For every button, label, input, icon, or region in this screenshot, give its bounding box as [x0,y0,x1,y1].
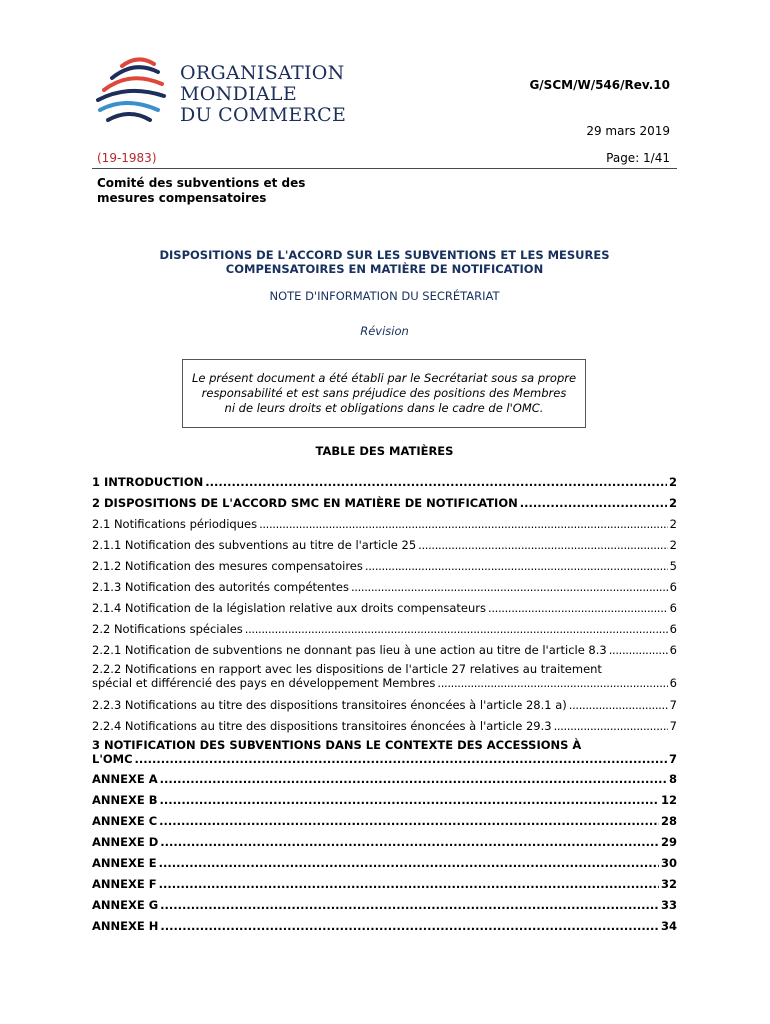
document-symbol: G/SCM/W/546/Rev.10 [529,78,670,92]
page-number: Page: 1/41 [606,151,670,165]
toc-entry-text: 2 DISPOSITIONS DE L'ACCORD SMC EN MATIÈRE DE NOTIFICATION [92,496,518,510]
toc-entry[interactable] [92,856,677,870]
toc-entry[interactable] [92,538,677,552]
toc-leader [520,496,667,510]
toc-entry-page: 12 [660,793,677,807]
disclaimer-line2: responsabilité et est sans préjudice des positions des Membres [201,386,567,400]
header-divider [92,168,677,169]
toc-entry-page: 28 [660,814,677,828]
toc-entry[interactable] [92,793,677,807]
toc-entry-text: 2.2.1 Notification de subventions ne donnant pas lieu à une action au titre de l'article 8.3 [92,643,607,657]
disclaimer-box [182,359,586,428]
committee-name [97,176,305,206]
organization-name [180,63,346,126]
toc-entry[interactable] [92,835,677,849]
toc-entry[interactable] [92,738,677,766]
toc-entry-page: 30 [660,856,677,870]
document-subtitle: NOTE D'INFORMATION DU SECRÉTARIAT [269,289,500,303]
toc-leader [554,719,668,733]
toc-entry[interactable] [92,772,677,786]
toc-entry-text: ANNEXE C [92,814,158,828]
toc-entry-page: 2 [669,517,677,531]
org-name-line1: ORGANISATION [180,62,345,84]
toc-entry-page: 6 [669,580,677,594]
toc-leader [159,856,659,870]
toc-entry[interactable] [92,719,677,733]
toc-entry[interactable] [92,580,677,594]
toc-entry-text: ANNEXE F [92,877,157,891]
toc-entry-text: 2.1.1 Notification des subventions au titre de l'article 25 [92,538,417,552]
toc-entry-text: 2.2.3 Notifications au titre des dispositions transitoires énoncées à l'article 28.1 a) [92,698,567,712]
toc-entry[interactable] [92,496,677,510]
toc-leader [160,772,667,786]
toc-entry-page: 2 [669,538,677,552]
toc-entry[interactable] [92,643,677,657]
toc-entry-page: 6 [669,601,677,615]
toc-entry-text: ANNEXE D [92,835,159,849]
toc-leader [488,601,668,615]
toc-leader [609,643,668,657]
org-name-line2: MONDIALE [180,83,298,105]
toc-entry-text: ANNEXE G [92,898,159,912]
toc-entry-page: 7 [668,752,677,766]
title-line1: DISPOSITIONS DE L'ACCORD SUR LES SUBVENTIONS ET LES MESURES [159,248,610,262]
toc-entry-text: 2.2.4 Notifications au titre des dispositions transitoires énoncées à l'article 29.3 [92,719,552,733]
disclaimer-line1: Le présent document a été établi par le Secrétariat sous sa propre [191,371,577,385]
toc-entry-text: 2.2 Notifications spéciales [92,622,243,636]
toc-entry-text: 1 INTRODUCTION [92,475,204,489]
toc-entry-page: 29 [660,835,677,849]
toc-entry[interactable] [92,601,677,615]
committee-line1: Comité des subventions et des [97,176,306,190]
wto-logo-icon [92,56,168,128]
toc-entry-page: 5 [669,559,677,573]
toc-leader [160,835,659,849]
document-reference: (19-1983) [97,151,157,165]
toc-leader [365,559,668,573]
toc-leader [418,538,668,552]
toc-leader [160,793,659,807]
toc-leader [160,919,659,933]
toc-entry-text: ANNEXE A [92,772,158,786]
toc-entry-text-line1: 3 NOTIFICATION DES SUBVENTIONS DANS LE CONTEXTE DES ACCESSIONS À [92,738,582,752]
toc-entry-text: ANNEXE B [92,793,158,807]
title-line2: COMPENSATOIRES EN MATIÈRE DE NOTIFICATION [225,262,544,276]
toc-entry[interactable] [92,559,677,573]
toc-leader [160,898,659,912]
toc-leader [245,622,668,636]
revision-label: Révision [360,324,409,338]
toc-entry-page: 32 [660,877,677,891]
toc-entry[interactable] [92,662,677,690]
toc-entry-text: 2.1.4 Notification de la législation relative aux droits compensateurs [92,601,487,615]
toc-leader [205,475,667,489]
toc-entry-page: 34 [660,919,677,933]
toc-entry-page: 7 [669,698,677,712]
toc-entry[interactable] [92,919,677,933]
toc-entry-text: ANNEXE E [92,856,157,870]
toc-entry-page: 6 [669,643,677,657]
committee-line2: mesures compensatoires [97,191,267,205]
document-title [92,248,677,276]
toc-entry-page: 2 [668,496,677,510]
toc-entry-page: 6 [669,676,677,690]
toc-entry-page: 6 [669,622,677,636]
org-name-line3: DU COMMERCE [180,104,347,126]
toc-leader [351,580,668,594]
toc-leader [159,814,659,828]
toc-entry[interactable] [92,517,677,531]
toc-entry[interactable] [92,698,677,712]
toc-entry-text-line1: 2.2.2 Notifications en rapport avec les dispositions de l'article 27 relatives au traitement [92,662,602,676]
toc-entry[interactable] [92,814,677,828]
toc-heading: TABLE DES MATIÈRES [315,444,454,458]
toc-entry-page: 8 [668,772,677,786]
disclaimer-line3: ni de leurs droits et obligations dans le cadre de l'OMC. [224,401,544,415]
toc-entry[interactable] [92,898,677,912]
document-date: 29 mars 2019 [586,124,670,138]
toc-entry-text: ANNEXE H [92,919,159,933]
toc-entry-text: L'OMC [92,752,133,766]
toc-entry[interactable] [92,877,677,891]
toc-leader [569,698,668,712]
toc-leader [135,752,667,766]
toc-entry-text: 2.1.3 Notification des autorités compétentes [92,580,349,594]
toc-entry-page: 2 [668,475,677,489]
toc-leader [159,877,659,891]
toc-leader [259,517,668,531]
toc-entry-text: spécial et différencié des pays en développement Membres [92,676,436,690]
toc-entry-text: 2.1.2 Notification des mesures compensatoires [92,559,363,573]
toc-entry-page: 7 [669,719,677,733]
toc-leader [437,676,667,690]
toc-entry-page: 33 [660,898,677,912]
toc-entry-text: 2.1 Notifications périodiques [92,517,258,531]
toc-entry[interactable] [92,622,677,636]
toc-entry[interactable] [92,475,677,489]
